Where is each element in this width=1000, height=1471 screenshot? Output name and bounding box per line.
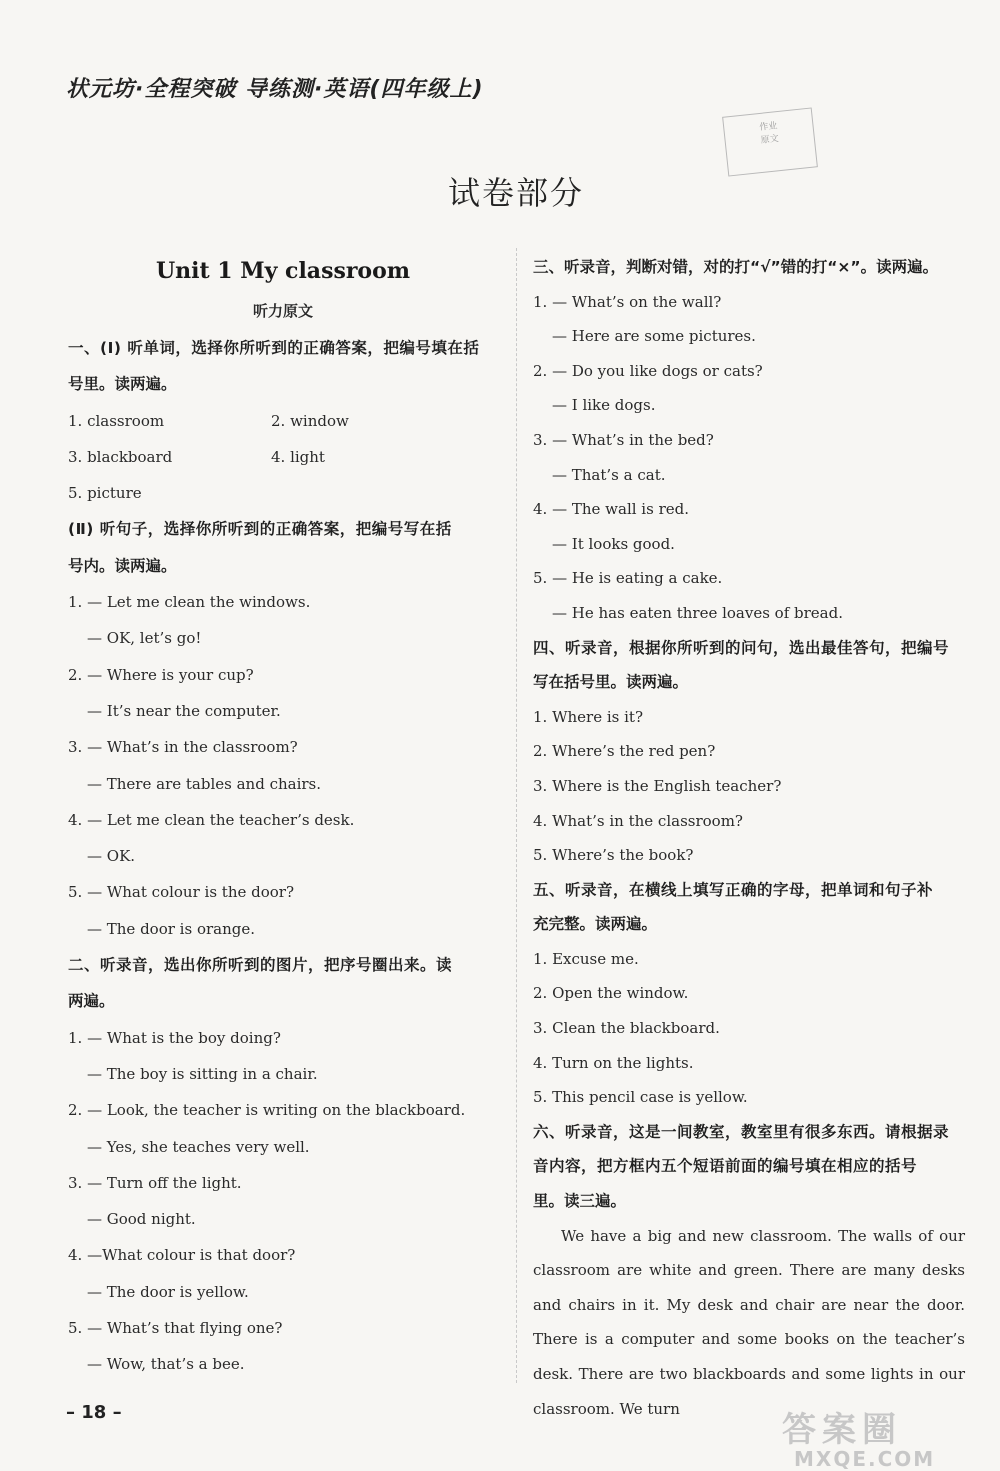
sentence-item: 3. Clean the blackboard. <box>533 1019 720 1038</box>
question-item: 2. Where’s the red pen? <box>533 742 716 761</box>
section-heading: 里。读三遍。 <box>533 1192 627 1211</box>
section-subtitle: 听力原文 <box>252 302 313 320</box>
word-item: 4. light <box>271 447 325 466</box>
dialogue-answer: — Here are some pictures. <box>552 327 756 346</box>
dialogue-answer: — I like dogs. <box>552 396 656 415</box>
dialogue-answer: — OK, let’s go! <box>87 629 202 648</box>
dialogue-answer: — The boy is sitting in a chair. <box>87 1064 318 1083</box>
dialogue-answer: — It looks good. <box>552 534 675 553</box>
word-item: 1. classroom <box>68 411 165 430</box>
dialogue-question: 3. — What’s in the bed? <box>533 430 714 449</box>
dialogue-answer: — Yes, she teaches very well. <box>87 1137 310 1156</box>
word-item: 5. picture <box>68 484 142 503</box>
word-item: 3. blackboard <box>68 447 173 466</box>
dialogue-question: 5. — What’s that flying one? <box>68 1319 283 1338</box>
question-item: 5. Where’s the book? <box>533 846 694 865</box>
question-item: 3. Where is the English teacher? <box>533 776 782 795</box>
section-heading: (Ⅱ) 听句子，选择你所听到的正确答案，把编号写在括 <box>68 520 452 539</box>
dialogue-question: 5. — He is eating a cake. <box>533 569 723 588</box>
dialogue-question: 1. — What is the boy doing? <box>68 1028 281 1047</box>
question-item: 1. Where is it? <box>533 707 643 726</box>
word-row <box>68 439 498 475</box>
dialogue-question: 2. — Where is your cup? <box>68 665 254 684</box>
column-divider <box>516 248 517 1383</box>
section-heading: 四、听录音，根据你所听到的问句，选出最佳答句，把编号 <box>533 638 950 657</box>
right-column <box>533 250 965 1426</box>
page-number: – 18 – <box>66 1402 122 1423</box>
sentence-item: 5. This pencil case is yellow. <box>533 1088 748 1107</box>
word-item: 2. window <box>271 411 349 430</box>
dialogue-question: 3. — Turn off the light. <box>68 1173 242 1192</box>
dialogue-answer: — The door is yellow. <box>87 1282 249 1301</box>
dialogue-question: 4. — The wall is red. <box>533 500 689 519</box>
dialogue-question: 3. — What’s in the classroom? <box>68 738 298 757</box>
dialogue-question: 1. — What’s on the wall? <box>533 292 722 311</box>
sentence-item: 1. Excuse me. <box>533 949 639 968</box>
dialogue-answer: — That’s a cat. <box>552 465 666 484</box>
dialogue-question: 2. — Do you like dogs or cats? <box>533 361 763 380</box>
dialogue-question: 4. — Let me clean the teacher’s desk. <box>68 810 355 829</box>
book-header <box>66 72 484 103</box>
section-heading: 号内。读两遍。 <box>68 556 177 575</box>
section-heading: 五、听录音，在横线上填写正确的字母，把单词和句子补 <box>533 880 934 899</box>
dialogue-question: 2. — Look, the teacher is writing on the blackboard. <box>68 1101 466 1120</box>
dialogue-answer: — Good night. <box>87 1210 196 1229</box>
dialogue-answer: — There are tables and chairs. <box>87 774 322 793</box>
left-column <box>68 250 498 1383</box>
dialogue-answer: — The door is orange. <box>87 919 255 938</box>
unit-title: Unit 1 My classroom <box>155 258 411 284</box>
section-heading: 号里。读两遍。 <box>68 375 177 394</box>
dialogue-question: 1. — Let me clean the windows. <box>68 593 311 612</box>
header-series: 状元坊·全程突破 <box>66 77 237 102</box>
sentence-item: 2. Open the window. <box>533 984 689 1003</box>
question-item: 4. What’s in the classroom? <box>533 811 743 830</box>
section-heading: 二、听录音，选出你所听到的图片，把序号圈出来。读 <box>68 956 453 975</box>
header-grade: (四年级上) <box>369 77 484 102</box>
section-heading: 充完整。读两遍。 <box>533 915 658 934</box>
section-heading: 写在括号里。读两遍。 <box>533 673 689 692</box>
sentence-item: 4. Turn on the lights. <box>533 1053 694 1072</box>
section-heading: 三、听录音，判断对错，对的打“√”错的打“×”。读两遍。 <box>533 258 939 276</box>
watermark-logo: 答案圈 MXQE.COM <box>782 1410 936 1471</box>
stamp-icon: 作业 原文 <box>722 107 818 176</box>
section-heading: 一、(Ⅰ) 听单词，选择你所听到的正确答案，把编号填在括 <box>68 339 480 357</box>
dialogue-answer: — It’s near the computer. <box>87 701 281 720</box>
word-row <box>68 403 498 439</box>
page-title: 试卷部分 <box>447 174 584 212</box>
dialogue-answer: — OK. <box>87 847 136 866</box>
section-heading: 两遍。 <box>68 992 115 1011</box>
dialogue-question: 5. — What colour is the door? <box>68 883 294 902</box>
section-heading: 六、听录音，这是一间教室，教室里有很多东西。请根据录 <box>533 1122 950 1141</box>
dialogue-answer: — Wow, that’s a bee. <box>87 1355 245 1374</box>
dialogue-answer: — He has eaten three loaves of bread. <box>552 603 843 622</box>
header-title: 导练测·英语 <box>245 77 370 102</box>
section-heading: 音内容，把方框内五个短语前面的编号填在相应的括号 <box>533 1157 918 1176</box>
listening-paragraph: We have a big and new classroom. The walls of our classroom are white and green. There are many desks and chairs in it. My desk and chair are near the door. There is a computer and some books on the teacher’s desk. There are two blackboards and some lights in our classroom. We turn <box>533 1226 965 1418</box>
dialogue-question: 4. —What colour is that door? <box>68 1246 296 1265</box>
